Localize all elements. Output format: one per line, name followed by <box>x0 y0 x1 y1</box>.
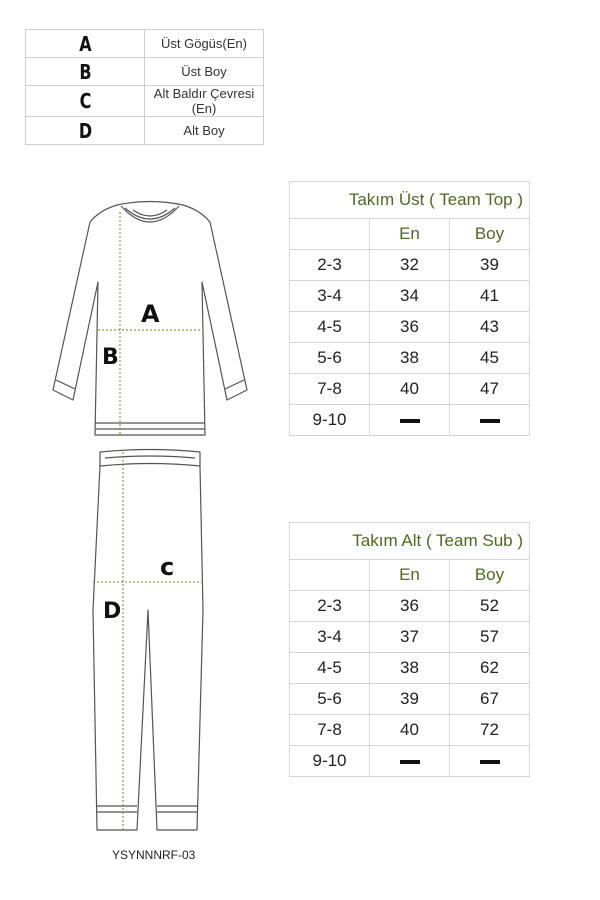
en-cell: 38 <box>370 653 450 684</box>
size-cell: 7-8 <box>290 715 370 746</box>
legend-desc: Alt Baldır Çevresi (En) <box>145 86 264 117</box>
table-header-row <box>290 219 530 250</box>
dash-icon <box>480 419 500 423</box>
table-title-row <box>290 523 530 560</box>
boy-cell: 52 <box>450 591 530 622</box>
table-row <box>290 746 530 777</box>
table-row <box>290 684 530 715</box>
size-cell: 2-3 <box>290 591 370 622</box>
legend-key: C <box>37 86 132 117</box>
boy-cell-unavailable <box>450 746 530 777</box>
legend-desc: Üst Boy <box>145 58 264 86</box>
boy-cell-unavailable <box>450 405 530 436</box>
size-cell: 3-4 <box>290 622 370 653</box>
table-title-row <box>290 182 530 219</box>
top-size-table <box>289 181 530 436</box>
legend-row <box>26 86 264 117</box>
table-row <box>290 622 530 653</box>
dash-icon <box>400 760 420 764</box>
table-row <box>290 715 530 746</box>
table-row <box>290 343 530 374</box>
size-cell: 5-6 <box>290 343 370 374</box>
boy-cell: 47 <box>450 374 530 405</box>
label-a: A <box>141 300 160 328</box>
table-row <box>290 653 530 684</box>
en-cell: 37 <box>370 622 450 653</box>
size-cell: 2-3 <box>290 250 370 281</box>
legend-key: B <box>37 58 132 86</box>
en-cell: 38 <box>370 343 450 374</box>
label-c: c <box>160 553 175 581</box>
table-row <box>290 281 530 312</box>
label-b: B <box>102 345 119 370</box>
size-cell: 4-5 <box>290 312 370 343</box>
table-title: Takım Üst ( Team Top ) <box>290 182 530 219</box>
legend-row <box>26 58 264 86</box>
boy-cell: 57 <box>450 622 530 653</box>
col-header-en: En <box>370 219 450 250</box>
en-cell: 39 <box>370 684 450 715</box>
col-header-en: En <box>370 560 450 591</box>
size-cell: 5-6 <box>290 684 370 715</box>
legend-desc: Üst Gögüs(En) <box>145 30 264 58</box>
col-header-boy: Boy <box>450 560 530 591</box>
boy-cell: 67 <box>450 684 530 715</box>
en-cell: 34 <box>370 281 450 312</box>
table-header-row <box>290 560 530 591</box>
table-row <box>290 591 530 622</box>
boy-cell: 41 <box>450 281 530 312</box>
boy-cell: 62 <box>450 653 530 684</box>
legend-key: A <box>37 30 132 58</box>
table-row <box>290 312 530 343</box>
boy-cell: 72 <box>450 715 530 746</box>
en-cell: 36 <box>370 312 450 343</box>
garment-sketch <box>45 190 255 840</box>
boy-cell: 39 <box>450 250 530 281</box>
table-row <box>290 374 530 405</box>
size-cell: 3-4 <box>290 281 370 312</box>
en-cell-unavailable <box>370 746 450 777</box>
dash-icon <box>400 419 420 423</box>
col-header-boy: Boy <box>450 219 530 250</box>
legend-desc: Alt Boy <box>145 117 264 145</box>
en-cell: 40 <box>370 715 450 746</box>
dash-icon <box>480 760 500 764</box>
size-cell: 7-8 <box>290 374 370 405</box>
legend-row <box>26 117 264 145</box>
legend-key: D <box>37 117 132 145</box>
label-d: D <box>103 599 122 624</box>
boy-cell: 43 <box>450 312 530 343</box>
table-row <box>290 405 530 436</box>
en-cell-unavailable <box>370 405 450 436</box>
en-cell: 32 <box>370 250 450 281</box>
en-cell: 40 <box>370 374 450 405</box>
en-cell: 36 <box>370 591 450 622</box>
boy-cell: 45 <box>450 343 530 374</box>
table-row <box>290 250 530 281</box>
measurement-legend <box>25 29 264 145</box>
bottom-size-table <box>289 522 530 777</box>
model-code: YSYNNNRF-03 <box>112 848 196 862</box>
size-cell: 9-10 <box>290 746 370 777</box>
size-cell: 4-5 <box>290 653 370 684</box>
pants-outline <box>93 450 203 831</box>
size-cell: 9-10 <box>290 405 370 436</box>
table-title: Takım Alt ( Team Sub ) <box>290 523 530 560</box>
legend-row <box>26 30 264 58</box>
